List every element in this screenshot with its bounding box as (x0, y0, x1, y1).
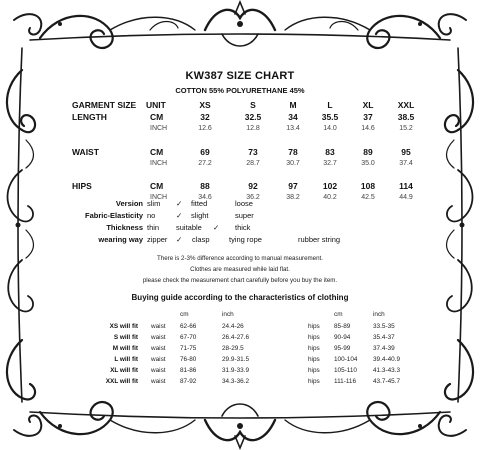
property-label: Thickness (106, 223, 143, 232)
value-cm: 97 (288, 181, 298, 191)
value-cm: 37 (363, 112, 373, 122)
measure-label-hips: HIPS (72, 181, 92, 191)
value-cm: 83 (325, 147, 335, 157)
size-table-header-label: GARMENT SIZE (72, 100, 137, 110)
check-icon: ✓ (176, 211, 183, 220)
value-inch: 38.2 (286, 194, 300, 201)
measure-label-waist: WAIST (72, 147, 99, 157)
guide-waist-cm: 87-92 (180, 378, 197, 385)
guide-waist-label: waist (151, 378, 166, 385)
value-inch: 32.7 (323, 160, 337, 167)
value-inch: 30.7 (286, 160, 300, 167)
property-option: rubber string (298, 235, 341, 244)
guide-hips-cm: 111-116 (334, 378, 357, 385)
value-inch: 13.4 (286, 125, 300, 132)
value-cm: 102 (322, 181, 338, 191)
property-option: thin (147, 223, 160, 232)
guide-waist-cm: 71-75 (180, 345, 197, 352)
value-cm: 32 (200, 112, 210, 122)
property-option: thick (235, 223, 251, 232)
chart-title: KW387 SIZE CHART (185, 70, 295, 82)
unit-cm: CM (150, 112, 164, 122)
buying-guide-title: Buying guide according to the characteristics of clothing (131, 293, 349, 302)
value-cm: 95 (401, 147, 411, 157)
property-option: no (147, 211, 156, 220)
value-cm: 108 (360, 181, 376, 191)
property-label: Version (115, 199, 143, 208)
value-inch: 12.6 (198, 125, 212, 132)
value-cm: 78 (288, 147, 298, 157)
guide-header-cm: cm (334, 311, 343, 318)
size-header-xl: XL (362, 100, 374, 110)
guide-waist-label: waist (151, 323, 166, 330)
measure-label-length: LENGTH (72, 112, 107, 122)
guide-hips-label: hips (308, 367, 320, 374)
guide-size-label: M will fit (112, 345, 138, 352)
guide-waist-inch: 28-29.5 (222, 345, 244, 352)
guide-hips-inch: 33.5-35 (373, 323, 395, 330)
guide-hips-cm: 90-94 (334, 334, 351, 341)
property-option: clasp (192, 235, 210, 244)
value-cm: 38.5 (397, 112, 415, 122)
check-icon: ✓ (176, 199, 183, 208)
guide-waist-cm: 76-80 (180, 356, 197, 363)
unit-cm: CM (150, 147, 164, 157)
guide-waist-label: waist (151, 345, 166, 352)
property-label: Fabric-Elasticity (85, 211, 143, 220)
guide-hips-cm: 105-110 (334, 367, 357, 374)
value-cm: 89 (363, 147, 373, 157)
property-option: loose (235, 199, 253, 208)
value-cm: 92 (248, 181, 258, 191)
guide-header-cm: cm (180, 311, 189, 318)
property-option: zipper (147, 235, 168, 244)
value-inch: 36.2 (246, 194, 260, 201)
guide-hips-inch: 37.4-39 (373, 345, 395, 352)
guide-hips-label: hips (308, 378, 320, 385)
guide-hips-label: hips (308, 356, 320, 363)
guide-size-label: S will fit (113, 334, 138, 341)
property-option: super (235, 211, 254, 220)
check-icon: ✓ (176, 235, 183, 244)
guide-hips-label: hips (308, 323, 320, 330)
value-inch: 14.0 (323, 125, 337, 132)
unit-inch: INCH (150, 160, 168, 167)
value-cm: 88 (200, 181, 210, 191)
size-header-xs: XS (199, 100, 211, 110)
composition-label: COTTON 55% POLYURETHANE 45% (175, 86, 305, 95)
unit-inch: INCH (150, 194, 168, 201)
guide-header-inch: inch (222, 311, 234, 318)
guide-waist-label: waist (151, 356, 166, 363)
unit-inch: INCH (150, 125, 168, 132)
guide-hips-label: hips (308, 334, 320, 341)
check-icon: ✓ (213, 223, 220, 232)
guide-hips-cm: 85-89 (334, 323, 351, 330)
guide-waist-label: waist (151, 367, 166, 374)
guide-waist-cm: 67-70 (180, 334, 197, 341)
value-inch: 27.2 (198, 160, 212, 167)
guide-size-label: XL will fit (110, 367, 138, 374)
guide-waist-inch: 34.3-36.2 (222, 378, 250, 385)
value-inch: 28.7 (246, 160, 260, 167)
guide-hips-inch: 43.7-45.7 (373, 378, 401, 385)
unit-cm: CM (150, 181, 164, 191)
guide-hips-inch: 39.4-40.9 (373, 356, 401, 363)
value-inch: 37.4 (399, 160, 413, 167)
guide-hips-inch: 41.3-43.3 (373, 367, 401, 374)
note-line: Clothes are measured while laid flat. (190, 266, 290, 273)
guide-size-label: L will fit (114, 356, 138, 363)
value-inch: 35.0 (361, 160, 375, 167)
value-inch: 44.9 (399, 194, 413, 201)
property-option: suitable (176, 223, 202, 232)
note-line: please check the measurement chart carefully before you buy the item. (142, 277, 338, 284)
size-header-l: L (327, 100, 333, 110)
value-cm: 34 (288, 112, 298, 122)
value-cm: 114 (399, 181, 413, 191)
value-cm: 73 (248, 147, 258, 157)
size-table-header-unit: UNIT (146, 100, 166, 110)
value-inch: 40.2 (323, 194, 337, 201)
note-line: There is 2-3% difference according to manual measurement. (156, 255, 323, 262)
value-inch: 12.8 (246, 125, 260, 132)
guide-hips-cm: 95-99 (334, 345, 351, 352)
property-option: slim (147, 199, 161, 208)
guide-waist-cm: 81-86 (180, 367, 197, 374)
property-option: tying rope (229, 235, 262, 244)
value-cm: 32.5 (244, 112, 262, 122)
property-label: wearing way (98, 235, 143, 244)
value-inch: 15.2 (399, 125, 413, 132)
guide-waist-inch: 31.9-33.9 (222, 367, 250, 374)
guide-waist-inch: 29.9-31.5 (222, 356, 250, 363)
guide-size-label: XXL will fit (105, 378, 138, 385)
guide-hips-inch: 35.4-37 (373, 334, 395, 341)
size-header-s: S (250, 100, 256, 110)
guide-header-inch: inch (373, 311, 385, 318)
value-inch: 34.6 (198, 194, 212, 201)
value-inch: 42.5 (361, 194, 375, 201)
guide-hips-cm: 100-104 (334, 356, 358, 363)
guide-size-label: XS will fit (109, 323, 138, 330)
guide-waist-inch: 26.4-27.6 (222, 334, 250, 341)
size-header-m: M (289, 100, 297, 110)
value-cm: 35.5 (321, 112, 339, 122)
property-option: slight (191, 211, 209, 220)
value-cm: 69 (200, 147, 210, 157)
property-option: fitted (191, 199, 208, 208)
guide-waist-cm: 62-66 (180, 323, 197, 330)
size-header-xxl: XXL (397, 100, 415, 110)
guide-waist-inch: 24.4-26 (222, 323, 244, 330)
value-inch: 14.6 (361, 125, 375, 132)
guide-hips-label: hips (308, 345, 320, 352)
guide-waist-label: waist (151, 334, 166, 341)
